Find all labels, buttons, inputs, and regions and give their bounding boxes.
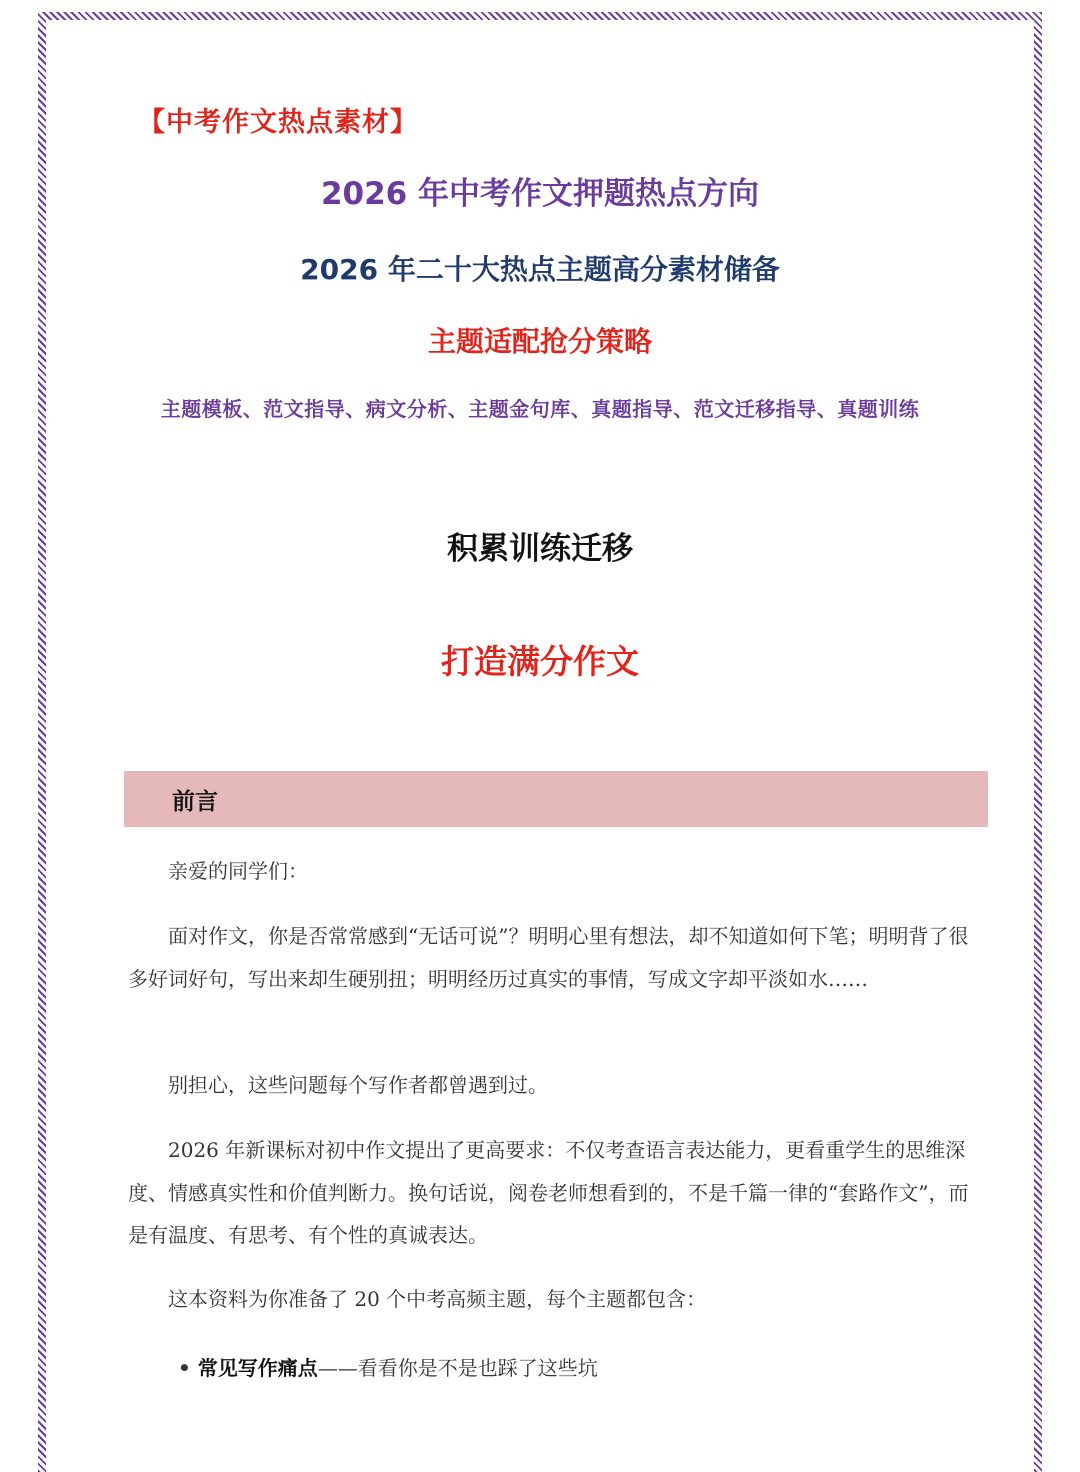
paragraph-3 [128,1129,988,1257]
subtitle-materials: 2026 年二十大热点主题高分素材储备 [300,253,780,286]
page [46,20,1034,1472]
section-title: 前言 [172,789,218,815]
bullet-bold-text: 常见写作痛点 [197,1356,318,1380]
greeting [128,850,988,893]
paragraph-2-text: 别担心，这些问题每个写作者都曾遇到过。 [168,1073,548,1097]
feature-list: 主题模板、范文指导、病文分析、主题金句库、真题指导、范文迁移指导、真题训练 [160,397,920,421]
slogan-accumulate: 积累训练迁移 [447,531,633,567]
paragraph-1-text: 面对作文，你是否常常感到“无话可说”？明明心里有想法，却不知道如何下笔；明明背了很多好词好句，写出来却生硬别扭；明明经历过真实的事情，写成文字却平淡如水…… [128,924,969,991]
paragraph-4-text: 这本资料为你准备了 20 个中考高频主题，每个主题都包含： [168,1287,707,1311]
bullet-rest-text: ——看看你是不是也踩了这些坑 [317,1356,598,1380]
decorative-border [38,12,1042,1472]
paragraph-2 [128,1064,988,1107]
bullet-dot-icon: • [178,1356,198,1380]
topic-tag: 【中考作文热点素材】 [138,107,418,138]
greeting-text: 亲爱的同学们： [168,859,308,883]
paragraph-3-text: 2026 年新课标对初中作文提出了更高要求：不仅考查语言表达能力，更看重学生的思维深度、情感真实性和价值判断力。换句话说，阅卷老师想看到的，不是千篇一律的“套路作文”，而是有温度、有思考、有个性的真诚表达。 [128,1138,969,1247]
slogan-full-score: 打造满分作文 [441,642,639,681]
main-title: 2026 年中考作文押题热点方向 [320,176,760,212]
paragraph-1 [128,915,988,1000]
bullet-item [178,1352,598,1381]
subtitle-strategy: 主题适配抢分策略 [427,325,652,358]
paragraph-4 [128,1278,988,1321]
section-header-preface [124,771,988,827]
